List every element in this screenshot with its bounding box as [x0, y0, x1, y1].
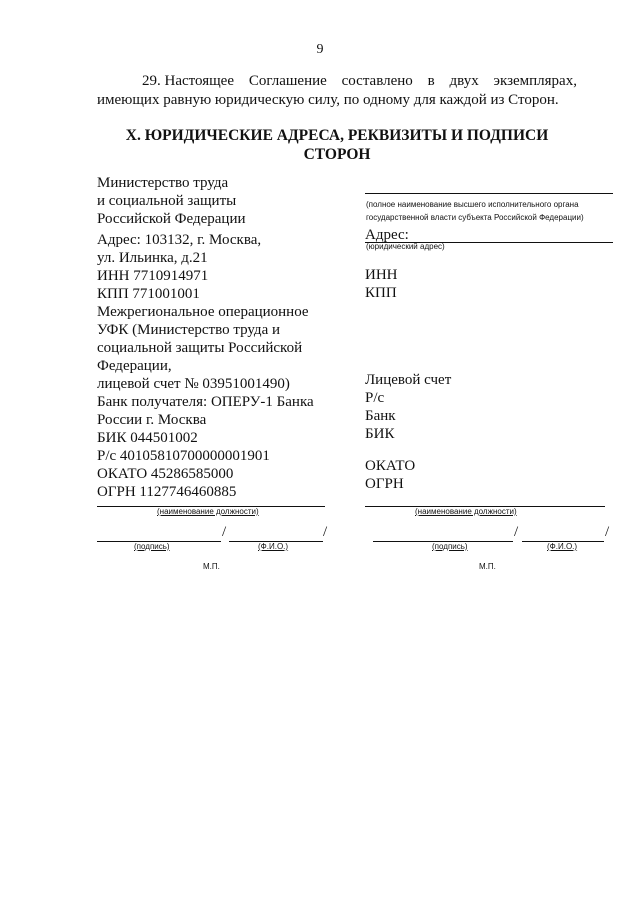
right-fio-caption: (Ф.И.О.) — [547, 542, 578, 551]
paragraph-word: Соглашение — [248, 73, 327, 89]
right-signature-caption: (подпись) — [432, 542, 468, 551]
right-ogrn: ОГРН — [365, 476, 404, 492]
right-org-caption: (полное наименование высшего исполнительного органа — [366, 200, 579, 209]
right-org-line — [365, 193, 613, 194]
right-slash: / — [605, 524, 610, 540]
left-address-line: ул. Ильинка, д.21 — [97, 250, 208, 266]
left-address-line: Адрес: 103132, г. Москва, — [97, 232, 262, 248]
right-kpp: КПП — [365, 285, 397, 301]
left-inn: ИНН 7710914971 — [97, 268, 209, 284]
left-rs: Р/с 40105810700000001901 — [97, 448, 270, 464]
right-account: Лицевой счет — [365, 372, 452, 388]
left-slash: / — [222, 524, 227, 540]
paragraph-word: двух — [449, 73, 479, 89]
right-rs: Р/с — [365, 390, 385, 406]
left-org-line: Российской Федерации — [97, 211, 246, 227]
paragraph-line-1 — [97, 72, 577, 91]
paragraph-word: 29. Настоящее — [142, 73, 234, 89]
paragraph-word: составлено — [341, 73, 413, 89]
left-slash: / — [323, 524, 328, 540]
left-position-caption: (наименование должности) — [157, 507, 259, 516]
left-signature-caption: (подпись) — [134, 542, 170, 551]
right-bank: Банк — [365, 408, 396, 424]
left-kpp: КПП 771001001 — [97, 286, 200, 302]
left-okato: ОКАТО 45286585000 — [97, 466, 234, 482]
right-address-label: Адрес: — [365, 227, 409, 243]
left-ufk-line: социальной защиты Российской — [97, 340, 303, 356]
right-okato: ОКАТО — [365, 458, 416, 474]
left-bank-line: России г. Москва — [97, 412, 207, 428]
right-org-caption: государственной власти субъекта Российской Федерации) — [366, 213, 584, 222]
agreement-paragraph — [97, 72, 577, 110]
right-address-caption: (юридический адрес) — [366, 242, 445, 251]
left-ufk-line: Федерации, — [97, 358, 172, 374]
paragraph-word: в — [427, 73, 435, 89]
left-ogrn: ОГРН 1127746460885 — [97, 484, 237, 500]
right-slash: / — [514, 524, 519, 540]
left-mp: М.П. — [203, 562, 220, 571]
right-inn: ИНН — [365, 267, 398, 283]
paragraph-line-2: имеющих равную юридическую силу, по одному для каждой из Сторон. — [97, 92, 559, 108]
left-ufk-line: Межрегиональное операционное — [97, 304, 309, 320]
left-org-line: и социальной защиты — [97, 193, 237, 209]
right-mp: М.П. — [479, 562, 496, 571]
section-title: X. ЮРИДИЧЕСКИЕ АДРЕСА, РЕКВИЗИТЫ И ПОДПИСИ СТОРОН — [125, 127, 549, 163]
left-org-line: Министерство труда — [97, 175, 229, 191]
left-bank-line: Банк получателя: ОПЕРУ-1 Банка — [97, 394, 314, 410]
paragraph-word: экземплярах, — [493, 73, 577, 89]
page-number: 9 — [316, 42, 324, 57]
left-ufk-line: лицевой счет № 03951001490) — [97, 376, 290, 392]
left-ufk-line: УФК (Министерство труда и — [97, 322, 281, 338]
left-bik: БИК 044501002 — [97, 430, 198, 446]
right-position-caption: (наименование должности) — [415, 507, 517, 516]
left-fio-caption: (Ф.И.О.) — [258, 542, 289, 551]
right-bik: БИК — [365, 426, 395, 442]
